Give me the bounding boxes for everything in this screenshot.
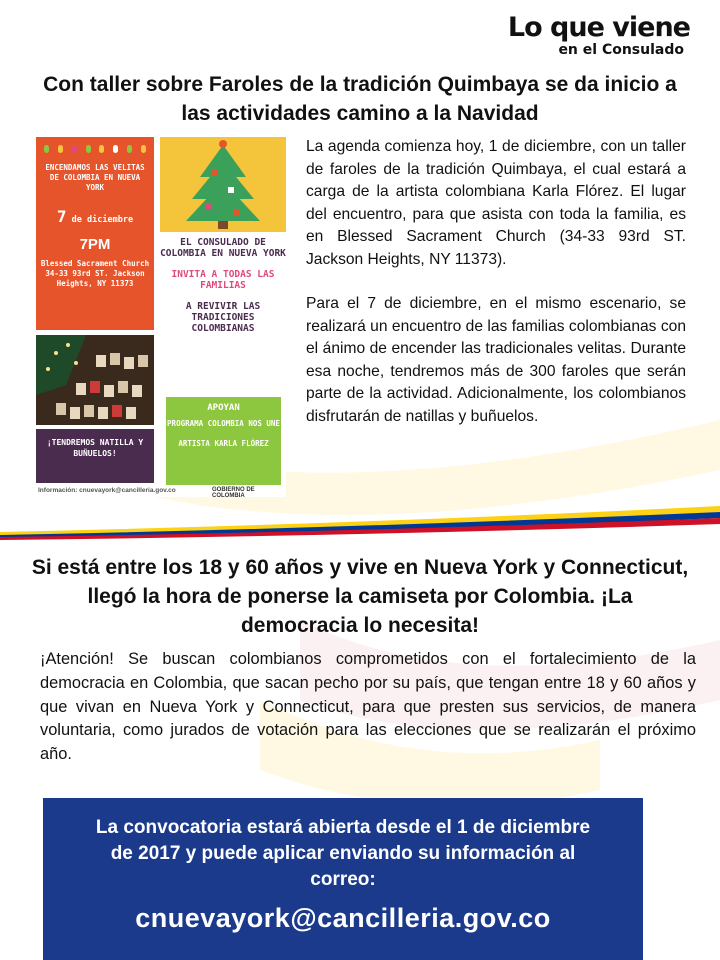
string-lights-icon	[36, 137, 154, 161]
article2-body: ¡Atención! Se buscan colombianos comprometidos con el fortalecimiento de la democracia en Colombia, que sacan pecho por su país, que tengan entre 18 y 60 años y que vivan en Nueva York y Connecticut, para que presten sus servicios, de manera voluntaria, como jurados de votación para las elecciones que se realizarán el próximo año.	[40, 650, 696, 764]
poster-orange-panel	[36, 137, 154, 330]
poster-food-text: ¡TENDREMOS NATILLA Y BUÑUELOS!	[46, 438, 144, 458]
poster-time: 7PM	[79, 236, 111, 253]
poster-revivir: A REVIVIR LAS TRADICIONES COLOMBIANAS	[185, 301, 261, 334]
poster-green-panel	[166, 397, 281, 485]
poster-consulado: EL CONSULADO DE COLOMBIA EN NUEVA YORK	[160, 237, 286, 259]
article1-paragraph: Para el 7 de diciembre, en el mismo escenario, se realizará un encuentro de las familias colombianas con el ánimo de encender las tradicionales velitas. Durante esa noche, tendremos más de 300 faroles que serán parte de la actividad. Adicionalmente, los colombianos disfrutarán de natillas y buñuelos.	[306, 295, 686, 425]
article1-body	[306, 136, 686, 428]
poster-purple-panel	[36, 429, 154, 483]
article2-headline: Si está entre los 18 y 60 años y vive en Nueva York y Connecticut, llegó la hora de ponerse la camiseta por Colombia. ¡La democracia lo necesita!	[31, 556, 689, 637]
brand-title: Lo que viene	[507, 12, 690, 43]
flag-band-divider	[0, 506, 720, 540]
article1-headline: Con taller sobre Faroles de la tradición Quimbaya se da inicio a las actividades camino a la Navidad	[43, 73, 677, 125]
poster-artista: ARTISTA KARLA FLÓREZ	[178, 439, 269, 448]
article1-paragraph: La agenda comienza hoy, 1 de diciembre, con un taller de faroles de la tradición Quimbaya, el cual estará a carga de la artista colombiana Karla Flórez. El lugar del encuentro, para que asista con toda la familia, es en Blessed Sacrament Church (34-33 93rd ST. Jackson Heights, NY 11373).	[306, 138, 686, 268]
callout-message: La convocatoria estará abierta desde el 1 de diciembre de 2017 y puede aplicar enviando su información al correo:	[95, 817, 591, 890]
poster-email: Información: cnuevayork@cancilleria.gov.co	[38, 487, 176, 494]
poster-invita: INVITA A TODAS LAS FAMILIAS	[171, 269, 275, 291]
christmas-tree-icon	[160, 137, 286, 232]
christmas-tree-panel	[160, 137, 286, 232]
callout-box	[43, 798, 643, 960]
poster-apoyan: APOYAN	[207, 403, 240, 413]
event-poster	[36, 137, 286, 497]
lanterns-photo	[36, 335, 154, 425]
poster-invitation	[160, 237, 286, 334]
poster-venue: Blessed Sacrament Church 34-33 93rd ST. Jackson Heights, NY 11373	[40, 259, 150, 288]
poster-date: 7 de diciembre	[56, 207, 134, 226]
brand-subtitle: en el Consulado	[558, 42, 684, 58]
brand-logo	[508, 14, 690, 58]
poster-programa: PROGRAMA COLOMBIA NOS UNE	[167, 419, 280, 428]
callout-email-link[interactable]: cnuevayork@cancilleria.gov.co	[135, 903, 551, 933]
poster-gov: GOBIERNO DE COLOMBIA	[212, 487, 255, 499]
poster-title: ENCENDAMOS LAS VELITAS DE COLOMBIA EN NUEVA YORK	[45, 163, 145, 192]
